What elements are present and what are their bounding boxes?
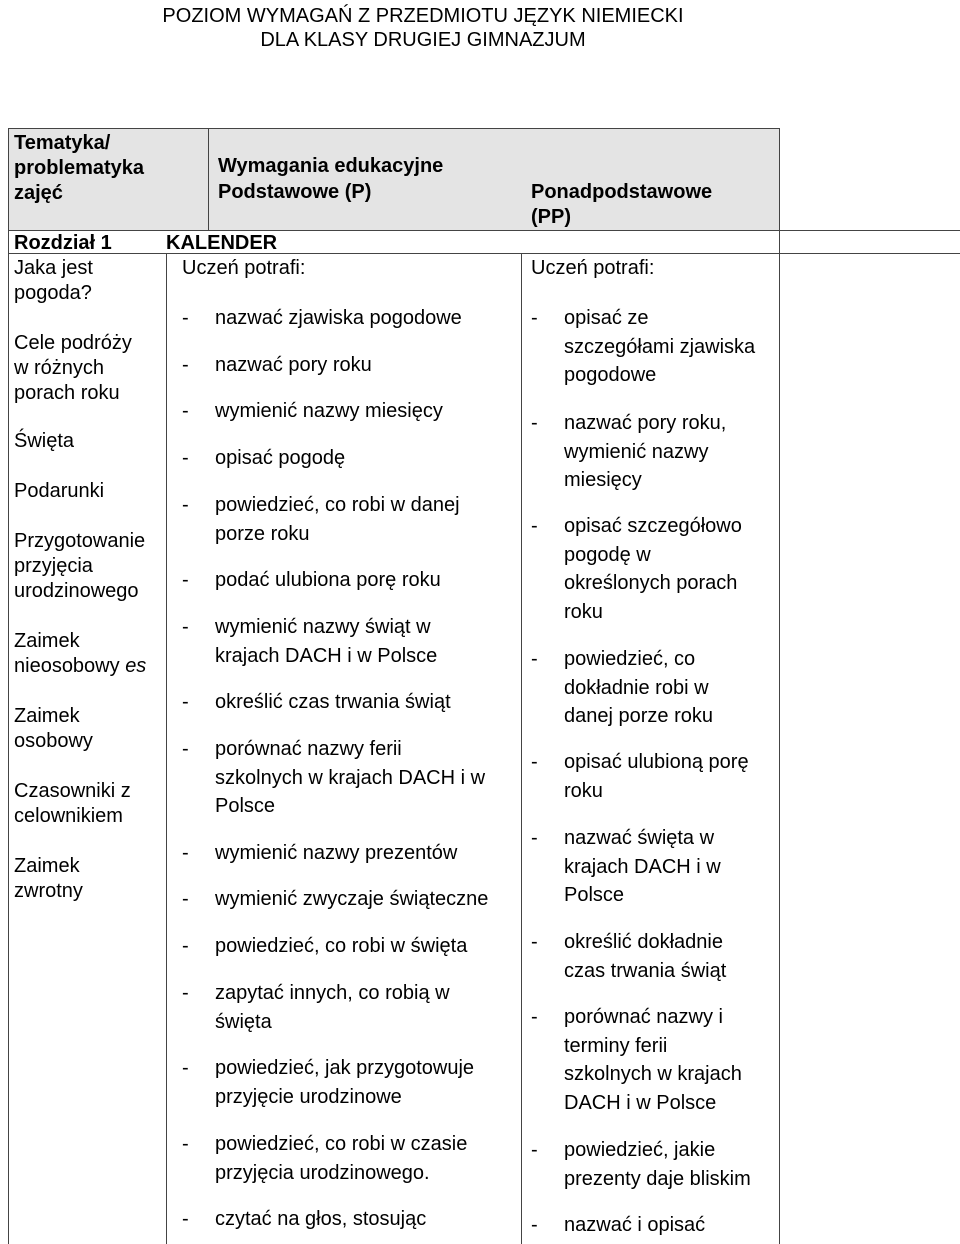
advanced-item-text [564,512,742,626]
item-line: określić dokładnie [564,931,723,953]
list-dash: - [182,494,189,516]
advanced-item-text [564,304,755,390]
topic-line: porach roku [14,382,120,404]
list-dash: - [531,1214,538,1236]
advanced-item-text [564,748,749,805]
topic-line: Zaimek [14,855,80,877]
basic-item-text [215,839,457,868]
item-line: nazwać pory roku, [564,412,727,434]
basic-item-text [215,397,443,426]
table-left-border [8,128,9,1244]
item-line: roku [564,600,603,623]
basic-item-text [215,1130,467,1187]
header-bottom-border [8,230,960,231]
list-dash: - [182,354,189,376]
item-line: opisać pogodę [215,447,346,469]
topic-entry [14,854,83,904]
topic-line: pogoda? [14,282,92,304]
topic-entry [14,331,132,406]
item-line: powiedzieć, jakie [564,1139,716,1161]
basic-item-text [215,979,450,1036]
chapter-name: KALENDER [166,232,278,254]
list-dash: - [531,307,538,329]
list-dash: - [182,1057,189,1079]
item-line: DACH i w Polsce [564,1091,717,1114]
topic-entry [14,704,93,754]
item-line: czas trwania świąt [564,959,727,982]
list-dash: - [531,1139,538,1161]
advanced-item-text [564,1003,742,1117]
item-line: wymienić nazwy miesięcy [215,400,443,422]
item-line: szkolnych w krajach DACH i w [215,766,486,789]
item-line: porze roku [215,522,310,545]
header-advanced [531,180,712,230]
list-dash: - [182,569,189,591]
list-dash: - [531,648,538,670]
item-line: terminy ferii [564,1034,668,1057]
topic-entry [14,529,145,604]
topic-line: zwrotny [14,880,83,902]
topic-line: celownikiem [14,805,123,827]
item-line: wymienić nazwy prezentów [215,842,458,864]
topic-column-border [208,128,209,230]
header-advanced-line-2: (PP) [531,206,571,228]
topic-line-italic: es [125,655,147,677]
topic-line [14,654,146,679]
list-dash: - [182,888,189,910]
list-dash: - [182,400,189,422]
advanced-item-text [564,1211,705,1240]
item-line: święta [215,1010,272,1033]
header-topic-line-3: zajęć [14,182,63,204]
topic-line: Podarunki [14,480,105,502]
advanced-intro: Uczeń potrafi: [531,257,655,279]
header-basic: Podstawowe (P) [218,181,372,203]
item-line: powiedzieć, co robi w święta [215,935,468,957]
list-dash: - [531,751,538,773]
list-dash: - [182,447,189,469]
list-dash: - [531,515,538,537]
basic-item-text [215,885,488,914]
basic-column-border [521,253,522,1244]
header-topic [14,131,144,206]
list-dash: - [182,1133,189,1155]
advanced-item-text [564,928,726,985]
topic-entry [14,479,104,504]
chapter-label: Rozdział 1 [14,232,112,254]
list-dash: - [531,412,538,434]
header-advanced-line-1: Ponadpodstawowe [531,181,713,203]
item-line: nazwać pory roku [215,354,372,376]
item-line: opisać ulubioną porę [564,751,749,773]
item-line: porównać nazwy ferii [215,738,402,760]
advanced-item-text [564,645,713,731]
list-dash: - [182,307,189,329]
table-right-border [779,128,780,1244]
item-line: nazwać zjawiska pogodowe [215,307,462,329]
item-line: zapytać innych, co robią w [215,982,450,1004]
topic-entry [14,256,93,306]
item-line: powiedzieć, co robi w czasie [215,1133,468,1155]
header-topic-line-2: problematyka [14,157,145,179]
list-dash: - [531,1006,538,1028]
topic-line: przyjęcia [14,555,93,577]
topic-entry [14,779,131,829]
item-line: krajach DACH i w Polsce [215,644,438,667]
list-dash: - [531,931,538,953]
item-line: nazwać święta w [564,827,715,849]
list-dash: - [182,842,189,864]
advanced-item-text [564,824,721,910]
item-line: powiedzieć, jak przygotowuje [215,1057,475,1079]
topic-line: Czasowniki z [14,780,131,802]
advanced-item-text [564,1136,751,1193]
item-line: powiedzieć, co robi w danej [215,494,460,516]
item-line: nazwać i opisać [564,1214,706,1236]
item-line: wymienić zwyczaje świąteczne [215,888,489,910]
document-title [0,4,846,52]
document-title-line-2: DLA KLASY DRUGIEJ GIMNAZJUM [260,29,586,51]
basic-intro: Uczeń potrafi: [182,257,306,279]
document-title-line-1: POZIOM WYMAGAŃ Z PRZEDMIOTU JĘZYK NIEMIECKI [162,5,684,27]
item-line: szkolnych w krajach [564,1063,742,1085]
list-dash: - [182,738,189,760]
item-line: Polsce [215,795,276,817]
topic-line: Cele podróży [14,332,132,354]
item-line: dokładnie robi w [564,676,709,699]
topic-column-border-lower [166,253,167,1244]
topic-entry [14,629,146,679]
topic-line: w różnych [14,357,105,379]
list-dash: - [182,1208,189,1230]
item-line: porównać nazwy i [564,1006,723,1028]
item-line: wymienić nazwy świąt w [215,616,431,638]
basic-item-text [215,304,462,333]
list-dash: - [182,616,189,638]
header-topic-line-1: Tematyka/ [14,132,111,154]
topic-line: osobowy [14,730,93,752]
item-line: pogodę w [564,543,651,566]
item-line: określić czas trwania świąt [215,691,451,713]
topic-line: Zaimek [14,630,80,652]
basic-item-text [215,1054,474,1111]
topic-line: urodzinowego [14,580,139,602]
topic-line: Przygotowanie [14,530,146,552]
basic-item-text [215,566,441,595]
item-line: przyjęcie urodzinowe [215,1085,402,1108]
basic-item-text [215,613,437,670]
basic-item-text [215,688,451,717]
basic-item-text [215,491,460,548]
topic-line: Zaimek [14,705,80,727]
basic-item-text [215,932,467,961]
chapter-row-bottom-border [8,253,960,254]
item-line: opisać szczegółowo [564,515,742,537]
item-line: podać ulubiona porę roku [215,569,441,591]
item-line: przyjęcia urodzinowego. [215,1161,430,1184]
topic-entry [14,429,74,454]
basic-item-text [215,735,485,821]
item-line: szczegółami zjawiska [564,335,756,358]
item-line: pogodowe [564,364,657,386]
item-line: określonych porach [564,572,738,594]
item-line: danej porze roku [564,705,713,727]
list-dash: - [182,935,189,957]
topic-line-text: nieosobowy [14,655,126,677]
item-line: powiedzieć, co [564,648,696,670]
list-dash: - [531,827,538,849]
basic-item-text [215,351,372,380]
item-line: wymienić nazwy [564,440,709,463]
item-line: prezenty daje bliskim [564,1167,751,1190]
item-line: czytać na głos, stosując [215,1208,427,1230]
header-requirements: Wymagania edukacyjne [218,155,444,177]
list-dash: - [182,691,189,713]
item-line: miesięcy [564,469,642,491]
basic-item-text [215,444,345,473]
topic-line: Jaka jest [14,257,93,279]
basic-item-text [215,1205,426,1234]
item-line: roku [564,779,603,802]
item-line: Polsce [564,884,625,906]
topic-line: Święta [14,430,75,452]
item-line: opisać ze [564,307,649,329]
list-dash: - [182,982,189,1004]
advanced-item-text [564,409,726,495]
table-top-border [8,128,779,129]
item-line: krajach DACH i w [564,855,721,878]
